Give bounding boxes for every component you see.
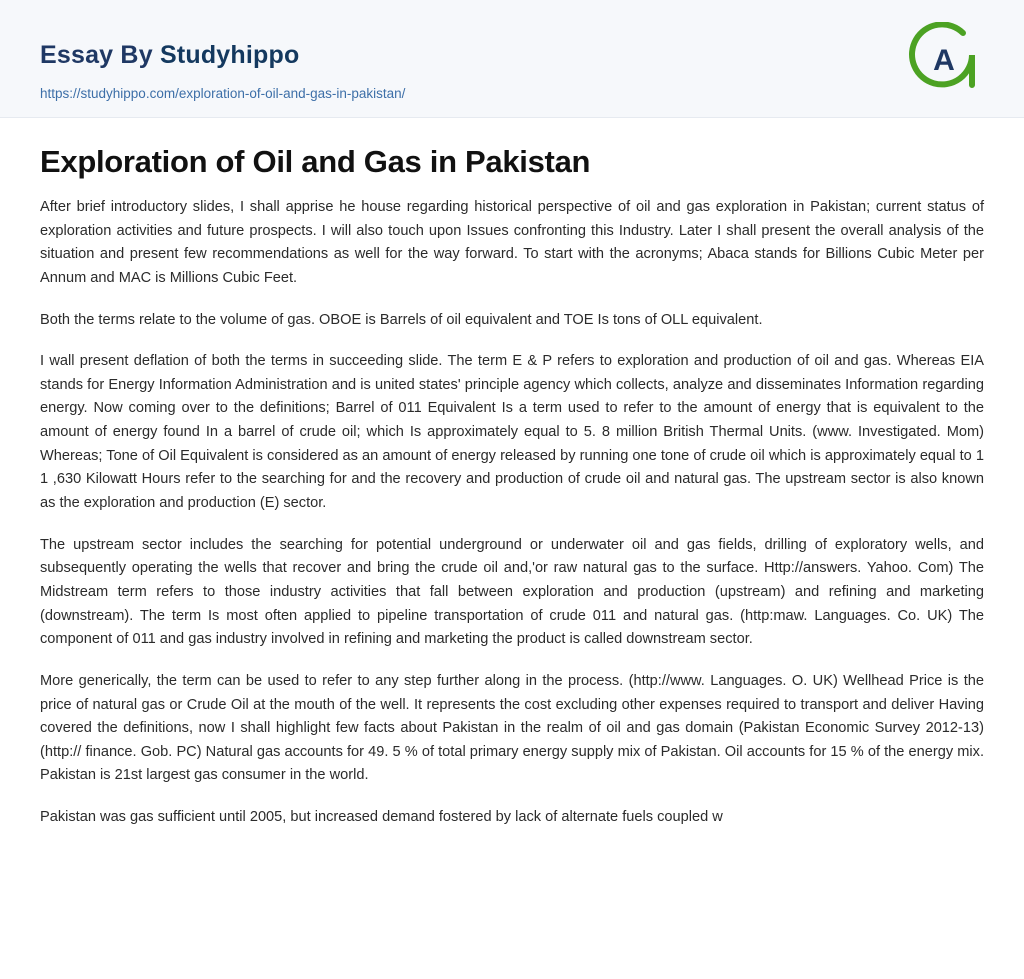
paragraph: I wall present deflation of both the terms in succeeding slide. The term E & P refers to exploration and production of oil and gas. Whereas EIA stands for Energy Information Administration and is united states' principle agency which collects, analyze and disseminates Information regarding energy. Now coming over to the definitions; Barrel of 011 Equivalent Is a term used to refer to the amount of energy that is equivalent to the amount of energy found In a barrel of crude oil; which Is approximately equal to 5. 8 million British Thermal Units. (www. Investigated. Mom) Whereas; Tone of Oil Equivalent is considered as an amount of energy released by running one tone of crude oil which is approximately equal to 1 1 ,630 Kilowatt Hours refer to the searching for and the recovery and production of crude oil and natural gas. The upstream sector is also known as the exploration and production (E) sector. — [40, 353, 984, 512]
svg-text:A: A — [933, 44, 955, 77]
studyhippo-logo-icon — [908, 22, 982, 96]
document-content — [0, 118, 1024, 860]
document-body — [40, 196, 984, 830]
source-url-link[interactable]: https://studyhippo.com/exploration-of-oil-and-gas-in-pakistan/ — [40, 86, 406, 101]
paragraph: Both the terms relate to the volume of gas. OBOE is Barrels of oil equivalent and TOE Is tons of OLL equivalent. — [40, 311, 763, 328]
page-title: Exploration of Oil and Gas in Pakistan — [40, 144, 591, 179]
brand-title — [40, 41, 299, 70]
paragraph: The upstream sector includes the searching for potential underground or underwater oil and gas fields, drilling of exploratory wells, and subsequently operating the wells that recover and bring the crude oil and,'or raw natural gas to the surface. Http://answers. Yahoo. Com) The Midstream term refers to those industry activities that fall between exploration and production (upstream) and refining and marketing (downstream). The term Is most often applied to pipeline transportation of crude 011 and natural gas. (http:maw. Languages. Co. UK) The component of 011 and gas industry involved in refining and marketing the product is called downstream sector. — [40, 536, 984, 648]
paragraph: Pakistan was gas sufficient until 2005, but increased demand fostered by lack of alternate fuels coupled w — [40, 809, 723, 826]
brand-prefix: Essay By — [40, 41, 160, 69]
site-header — [0, 0, 1024, 118]
paragraph: After brief introductory slides, I shall apprise he house regarding historical perspective of oil and gas exploration in Pakistan; current status of exploration activities and future prospects. I will also touch upon Issues confronting this Industry. Later I shall present the overall analysis of the situation and present few recommendations as well for the way forward. To start with the acronyms; Abaca stands for Billions Cubic Meter per Annum and MAC is Millions Cubic Feet. — [40, 199, 984, 286]
paragraph: More generically, the term can be used to refer to any step further along in the process. (http://www. Languages. O. UK) Wellhead Price is the price of natural gas or Crude Oil at the mouth of the well. It represents the cost excluding other expenses required to transport and deliver Having covered the definitions, now I shall highlight few facts about Pakistan in the realm of oil and gas domain (Pakistan Economic Survey 2012-13) (http:// finance. Gob. PC) Natural gas accounts for 49. 5 % of total primary energy supply mix of Pakistan. Oil accounts for 15 % of the energy mix. Pakistan is 21st largest gas consumer in the world. — [40, 672, 984, 784]
brand-name: Studyhippo — [159, 41, 300, 69]
